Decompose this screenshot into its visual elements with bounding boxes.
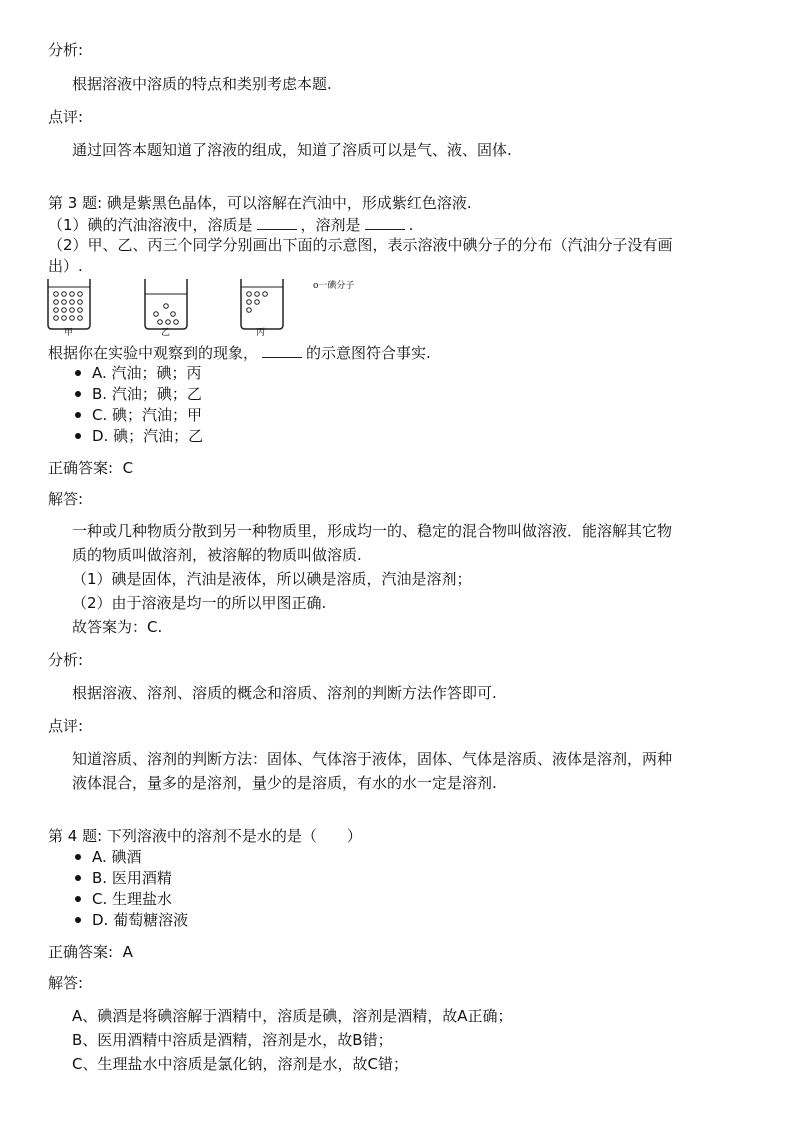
q3-blank-solvent: [365, 214, 405, 230]
q3-analysis-text: 根据溶液、溶剂、溶质的概念和溶质、溶剂的判断方法作答即可.: [72, 684, 497, 702]
bullet: [75, 896, 81, 902]
q4-option-d: D. 葡萄糖溶液: [92, 911, 189, 929]
bullet: [75, 854, 81, 860]
q3-answer-label: 正确答案:: [48, 459, 114, 477]
analysis-label: 分析:: [48, 41, 84, 59]
q3-option-b: B. 汽油；碘；乙: [92, 385, 202, 403]
q3-answer: [48, 458, 133, 478]
bullet: [75, 412, 81, 418]
q4-solution-line2: B、医用酒精中溶质是酒精，溶剂是水，故B错；: [72, 1031, 393, 1049]
q3-part1-text-a: （1）碘的汽油溶液中，溶质是: [48, 216, 253, 234]
bullet: [75, 433, 81, 439]
q3-option-c: C. 碘；汽油；甲: [92, 406, 203, 424]
q3-comment-line1: 知道溶质、溶剂的判断方法：固体、气体溶于液体，固体、气体是溶质、液体是溶剂，两种: [72, 750, 673, 768]
q3-part2-line2: 出）.: [48, 257, 83, 275]
q3-solution-line4: （2）由于溶液是均一的所以甲图正确.: [72, 594, 327, 612]
beaker-jia: [44, 277, 94, 332]
q3-solution-label: 解答:: [48, 490, 84, 508]
q4-answer-label: 正确答案:: [48, 943, 114, 961]
q4-option-c: C. 生理盐水: [92, 890, 173, 908]
q3-comment-label: 点评:: [48, 717, 84, 735]
q4-answer-value: A: [122, 943, 133, 961]
q3-question: [48, 342, 431, 363]
q3-question-text-b: 的示意图符合事实.: [306, 344, 431, 362]
q3-solution-line5: 故答案为：C.: [72, 618, 163, 636]
q3-part1-text-b: ，溶剂是: [300, 216, 361, 234]
q4-solution-line1: A、碘酒是将碘溶解于酒精中，溶质是碘，溶剂是酒精，故A正确；: [72, 1007, 513, 1025]
q3-answer-value: C: [122, 459, 134, 477]
q3-comment-line2: 液体混合，量多的是溶剂，量少的是溶质，有水的水一定是溶剂.: [72, 774, 497, 792]
q4-answer: [48, 942, 133, 962]
fig-label-yi: 乙: [161, 328, 171, 338]
legend-iodine-molecule: o一碘分子: [313, 281, 355, 291]
q4-option-a: A. 碘酒: [92, 848, 142, 866]
q4-solution-label: 解答:: [48, 974, 84, 992]
analysis-text: 根据溶液中溶质的特点和类别考虑本题.: [72, 75, 332, 93]
comment-label: 点评:: [48, 108, 84, 126]
q3-question-text-a: 根据你在实验中观察到的现象，: [48, 344, 259, 362]
q3-option-a: A. 汽油；碘；丙: [92, 364, 202, 382]
q3-option-d: D. 碘；汽油；乙: [92, 427, 204, 445]
bullet: [75, 917, 81, 923]
bullet: [75, 875, 81, 881]
q4-option-b: B. 医用酒精: [92, 869, 172, 887]
bullet: [75, 391, 81, 397]
q4-solution-line3: C、生理盐水中溶质是氯化钠，溶剂是水，故C错；: [72, 1055, 408, 1073]
q3-blank-figure: [262, 342, 302, 358]
comment-text: 通过回答本题知道了溶液的组成，知道了溶质可以是气、液、固体.: [72, 141, 512, 159]
beaker-yi: [141, 277, 191, 332]
q3-solution-line1: 一种或几种物质分散到另一种物质里，形成均一的、稳定的混合物叫做溶液．能溶解其它物: [72, 522, 673, 540]
q3-solution-line3: （1）碘是固体，汽油是液体，所以碘是溶质，汽油是溶剂；: [72, 570, 472, 588]
q4-stem: 第 4 题: 下列溶液中的溶剂不是水的是（ ）: [48, 827, 362, 845]
q3-solution-line2: 质的物质叫做溶剂，被溶解的物质叫做溶质.: [72, 546, 362, 564]
q3-blank-solute: [257, 214, 297, 230]
beaker-bing: [237, 277, 287, 332]
bullet: [75, 370, 81, 376]
q3-part1-text-c: .: [408, 216, 414, 234]
q3-analysis-label: 分析:: [48, 651, 84, 669]
q3-part1: [48, 214, 413, 235]
q3-stem: 第 3 题: 碘是紫黑色晶体，可以溶解在汽油中，形成紫红色溶液.: [48, 194, 472, 212]
fig-label-jia: 甲: [64, 328, 74, 338]
fig-label-bing: 丙: [256, 328, 266, 338]
q3-part2-line1: （2）甲、乙、丙三个同学分别画出下面的示意图，表示溶液中碘分子的分布（汽油分子没有画: [48, 236, 673, 254]
